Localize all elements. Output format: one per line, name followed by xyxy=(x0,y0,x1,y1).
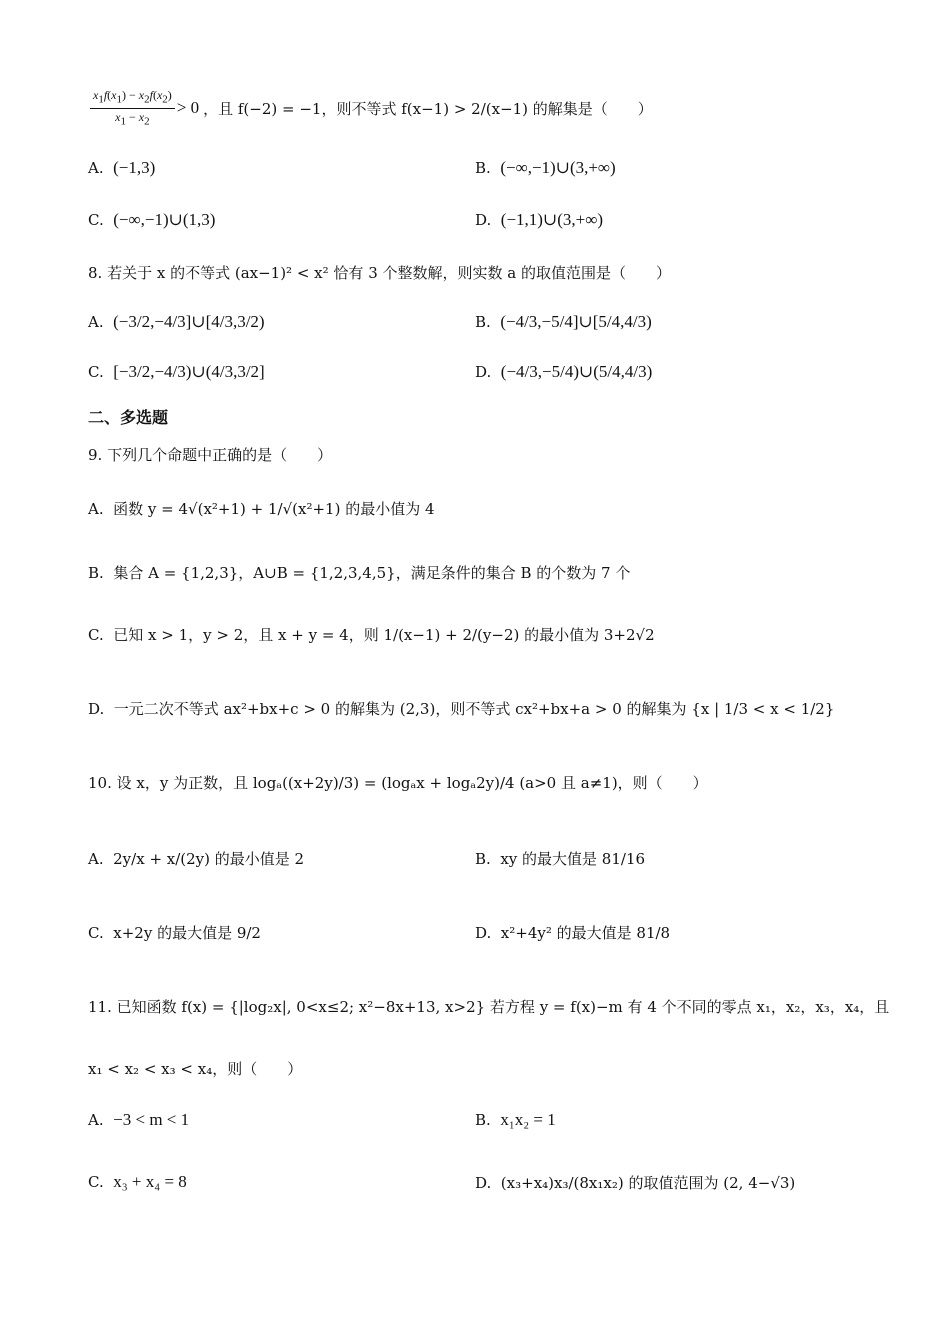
q9-stem: 9. 下列几个命题中正确的是（ ） xyxy=(88,446,333,464)
section-title-multi-choice: 二、多选题 xyxy=(88,408,169,427)
q8-option-a: A. (−3/2,−4/3]∪[4/3,3/2) xyxy=(88,312,265,331)
q7-option-a: A. (−1,3) xyxy=(88,158,156,177)
q8-option-d: D. (−4/3,−5/4)∪(5/4,4/3) xyxy=(475,362,653,381)
q11-stem: 11. 已知函数 f(x) = {|log₂x|, 0<x≤2; x²−8x+13, x>2} 若方程 y = f(x)−m 有 4 个不同的零点 x₁，x₂，x₃，x₄，且 xyxy=(88,998,890,1016)
q11-stem-cont: x₁ < x₂ < x₃ < x₄，则（ ） xyxy=(88,1060,303,1078)
q10-option-b: B. xy 的最大值是 81/16 xyxy=(475,849,646,868)
q7-tail: ，且 f(−2) = −1，则不等式 f(x−1) > 2/(x−1) 的解集是（ ） xyxy=(203,99,653,118)
q9-option-c: C. 已知 x > 1，y > 2，且 x + y = 4，则 1/(x−1) + 2/(y−2) 的最小值为 3+2√2 xyxy=(88,625,655,644)
q8-stem: 8. 若关于 x 的不等式 (ax−1)² < x² 恰有 3 个整数解，则实数 a 的取值范围是（ ） xyxy=(88,264,671,282)
q11-option-d: D. (x₃+x₄)x₃/(8x₁x₂) 的取值范围为 (2, 4−√3) xyxy=(475,1173,796,1192)
q7-option-d: D. (−1,1)∪(3,+∞) xyxy=(475,210,603,229)
q10-option-c: C. x+2y 的最大值是 9/2 xyxy=(88,923,261,942)
q11-option-c: C. x₃ + x₄ = 8 xyxy=(88,1172,187,1191)
q10-option-d: D. x²+4y² 的最大值是 81/8 xyxy=(475,923,671,942)
q7-option-b: B. (−∞,−1)∪(3,+∞) xyxy=(475,158,616,177)
q7-option-c: C. (−∞,−1)∪(1,3) xyxy=(88,210,216,229)
q7-stem: $\frac{x_1f(x_1) - x_2f(x_2)}{x_1 - x_2}$ > 0 ，且 f(−2) = −1，则不等式 f(x−1) > 2/(x−1) 的解集是（ ） xyxy=(88,88,653,128)
q9-option-a: A. 函数 y = 4√(x²+1) + 1/√(x²+1) 的最小值为 4 xyxy=(88,499,435,518)
q10-stem: 10. 设 x，y 为正数，且 logₐ((x+2y)/3) = (logₐx + logₐ2y)/4 (a>0 且 a≠1)，则（ ） xyxy=(88,774,708,792)
q11-option-a: A. −3 < m < 1 xyxy=(88,1110,190,1129)
q11-option-b: B. x₁x₂ = 1 xyxy=(475,1110,556,1129)
q8-option-c: C. [−3/2,−4/3)∪(4/3,3/2] xyxy=(88,362,265,381)
q7-condition-fraction: $\frac{x_1f(x_1) - x_2f(x_2)}{x_1 - x_2}$ xyxy=(90,88,175,128)
q10-option-a: A. 2y/x + x/(2y) 的最小值是 2 xyxy=(88,849,305,868)
q8-option-b: B. (−4/3,−5/4]∪[5/4,4/3) xyxy=(475,312,652,331)
q9-option-d: D. 一元二次不等式 ax²+bx+c > 0 的解集为 (2,3)，则不等式 cx²+bx+a > 0 的解集为 {x | 1/3 < x < 1/2} xyxy=(88,699,835,718)
q9-option-b: B. 集合 A = {1,2,3}，A∪B = {1,2,3,4,5}，满足条件的集合 B 的个数为 7 个 xyxy=(88,563,631,582)
